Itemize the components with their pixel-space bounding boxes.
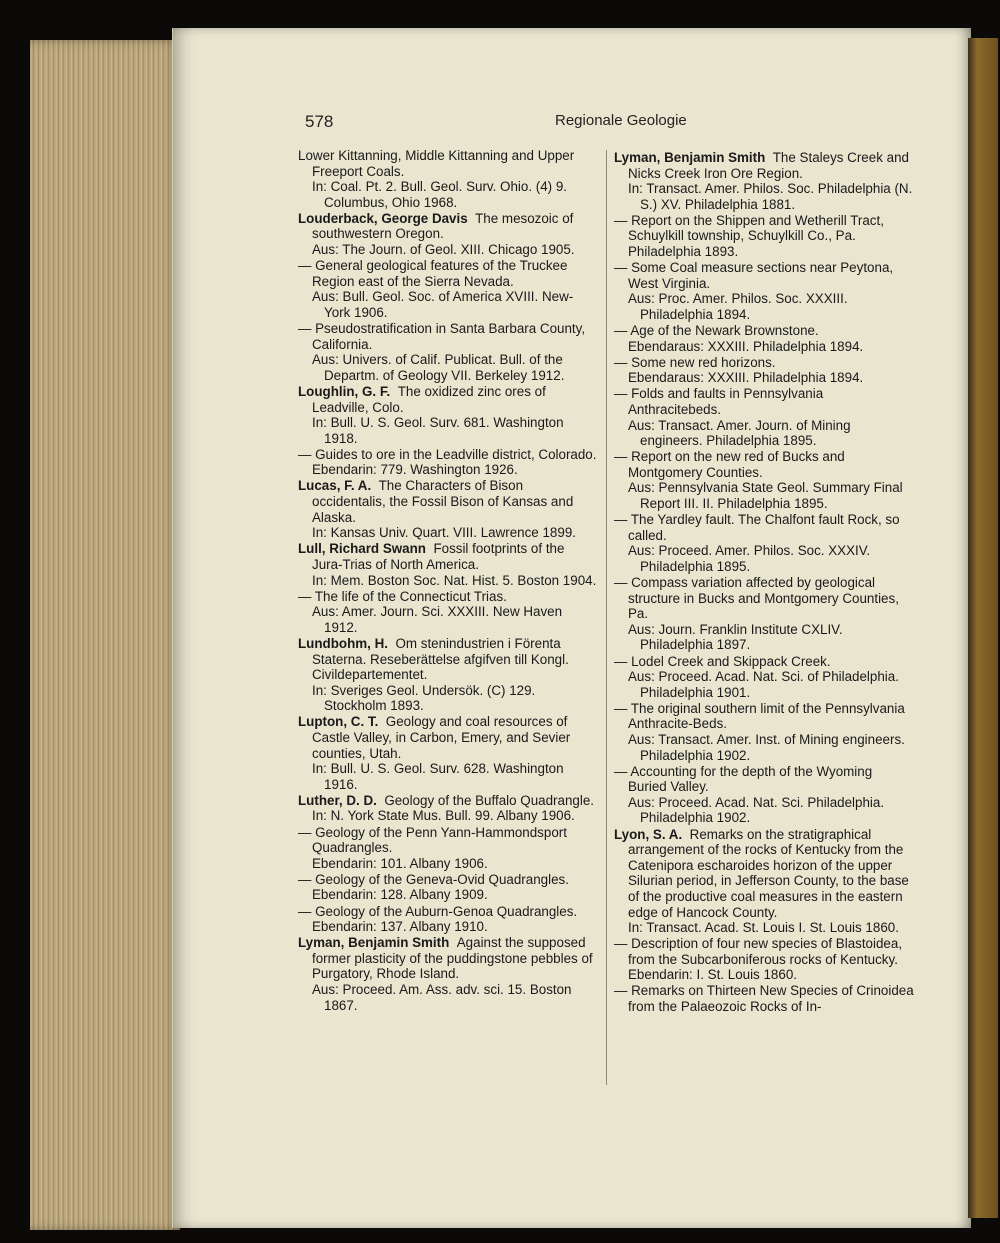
entry-text: — Age of the Newark Brownstone. [614,323,819,339]
entry-source [614,967,914,983]
entry-source [614,418,914,449]
entry-text: — Guides to ore in the Leadville district, Colorado. [298,446,597,462]
entry-text: Aus: Proceed. Amer. Philos. Soc. XXXIV. Philadelphia 1895. [628,543,871,574]
entry-source [298,525,598,541]
entry-source [298,761,598,792]
entry-text: Ebendaraus: XXXIII. Philadelphia 1894. [628,338,864,354]
bibliography-entry [614,213,914,260]
entry-source [614,622,914,653]
entry-text: In: Mem. Boston Soc. Nat. Hist. 5. Boston 1904. [312,572,597,588]
entry-title [614,575,914,622]
entry-text: Aus: Amer. Journ. Sci. XXXIII. New Haven 1912. [312,604,563,635]
entry-title [614,323,914,339]
entry-text: Geology and coal resources of Castle Valley, in Carbon, Emery, and Sevier counties, Utah. [312,714,571,761]
entry-title [614,701,914,732]
entry-title [614,449,914,480]
entry-text: — Folds and faults in Pennsylvania Anthracitebeds. [614,386,824,417]
entry-text: — Geology of the Geneva-Ovid Quadrangles. [298,871,569,887]
entry-text: Remarks on the stratigraphical arrangement of the rocks of Kentucky from the Catenipora escharoides horizon of the upper Silurian period, in Jefferson County, to the base of the productive coal measures in the eastern edge of Hancock County. [628,826,909,920]
entry-title [298,872,598,888]
entry-text: Ebendaraus: XXXIII. Philadelphia 1894. [628,370,864,386]
entry-source [614,669,914,700]
entry-text: — Accounting for the depth of the Wyoming Buried Valley. [614,763,873,795]
entry-source [298,887,598,903]
bibliography-entry [298,714,598,792]
entry-title [614,150,914,181]
entry-text: — Report on the Shippen and Wetherill Tract, Schuylkill township, Schuylkill Co., Pa. Philadelphia 1893. [614,212,884,260]
bibliography-entry [614,983,914,1014]
entry-title [614,512,914,543]
entry-text: — Remarks on Thirteen New Species of Crinoidea from the Palaeozoic Rocks of In- [614,983,914,1015]
entry-text: Ebendarin: 101. Albany 1906. [312,855,488,871]
entry-title [614,827,914,921]
entry-source [298,856,598,872]
entry-text: Ebendarin: 137. Albany 1910. [312,919,488,935]
page-header [305,112,825,134]
right-column [614,150,914,1015]
bibliography-entry [614,449,914,511]
entry-source [298,919,598,935]
bibliography-entry [298,384,598,446]
entry-source [298,352,598,383]
entry-title [298,384,598,415]
entry-author: Lupton, C. T. [298,714,379,730]
entry-source [614,732,914,763]
entry-title [614,260,914,291]
bibliography-entry [298,935,598,1013]
entry-text: Aus: Proc. Amer. Philos. Soc. XXXIII. Philadelphia 1894. [628,291,848,322]
entry-title [298,258,598,289]
entry-text: Fossil footprints of the Jura-Trias of North America. [312,541,565,572]
bibliography-entry [298,636,598,714]
entry-text: — The Yardley fault. The Chalfont fault Rock, so called. [614,512,900,543]
left-column [298,148,598,1014]
entry-title [298,447,598,463]
entry-title [298,636,598,683]
entry-source [298,415,598,446]
page-edges [30,40,180,1230]
entry-title [614,936,914,967]
entry-title [298,935,598,982]
entry-author: Lundbohm, H. [298,635,388,651]
entry-source [298,683,598,714]
entry-text: — Description of four new species of Blastoidea, from the Subcarboniferous rocks of Kentucky. [614,936,903,967]
entry-text: In: Sveriges Geol. Undersök. (C) 129. Stockholm 1893. [312,682,536,714]
bibliography-entry [298,541,598,588]
entry-title [614,764,914,795]
entry-text: In: Kansas Univ. Quart. VIII. Lawrence 1899. [312,525,576,541]
entry-source [614,543,914,574]
entry-text: — Lodel Creek and Skippack Creek. [614,653,831,669]
entry-text: The Characters of Bison occidentalis, the Fossil Bison of Kansas and Alaska. [312,478,574,525]
entry-author: Luther, D. D. [298,792,377,808]
entry-text: In: Coal. Pt. 2. Bull. Geol. Surv. Ohio. (4) 9. Columbus, Ohio 1968. [312,179,568,210]
entry-title [298,825,598,856]
entry-text: Aus: Transact. Amer. Inst. of Mining engineers. Philadelphia 1902. [628,731,905,763]
bibliography-entry [614,512,914,574]
entry-text: — The life of the Connecticut Trias. [298,588,507,604]
entry-title [298,714,598,761]
entry-text: Aus: Bull. Geol. Soc. of America XVIII. New-York 1906. [312,289,574,320]
entry-author: Lucas, F. A. [298,478,372,494]
entry-text: — Pseudostratification in Santa Barbara County, California. [298,321,586,352]
entry-text: — Some Coal measure sections near Peytona, West Virginia. [614,260,894,291]
entry-source [614,181,914,212]
entry-text: In: Bull. U. S. Geol. Surv. 628. Washington 1916. [312,761,564,792]
entry-source [298,179,598,210]
entry-author: Loughlin, G. F. [298,383,391,399]
entry-text: Ebendarin: 128. Albany 1909. [312,887,488,903]
bibliography-entry [614,827,914,936]
entry-author: Lyon, S. A. [614,826,683,842]
entry-text: Om stenindustrien i Förenta Staterna. Reseberättelse afgifven till Kongl. Civildepartementet. [312,635,569,683]
page-number: 578 [305,112,334,131]
entry-author: Lyman, Benjamin Smith [614,150,766,165]
entry-title [614,355,914,371]
bibliography-entry [298,447,598,478]
entry-text: Ebendarin: I. St. Louis 1860. [628,967,797,983]
entry-source [614,795,914,826]
entry-title [298,541,598,572]
entry-source [614,920,914,936]
entry-source [298,808,598,824]
bibliography-entry [614,355,914,386]
bibliography-entry [298,872,598,903]
entry-text: — Some new red horizons. [614,354,776,370]
entry-source [298,982,598,1013]
entry-text: — General geological features of the Truckee Region east of the Sierra Nevada. [298,258,568,289]
bibliography-entry [298,258,598,320]
entry-text: In: Transact. Acad. St. Louis I. St. Louis 1860. [628,920,899,936]
bibliography-entry [614,260,914,322]
bibliography-entry [298,148,598,210]
entry-text: Aus: Proceed. Am. Ass. adv. sci. 15. Boston 1867. [312,981,572,1013]
entry-text: Aus: Proceed. Acad. Nat. Sci. Philadelphia. Philadelphia 1902. [628,794,885,826]
entry-source [614,339,914,355]
entry-source [614,291,914,322]
entry-title [298,148,598,179]
entry-text: In: Transact. Amer. Philos. Soc. Philadelphia (N. S.) XV. Philadelphia 1881. [628,181,913,212]
entry-title [298,321,598,352]
entry-text: In: N. York State Mus. Bull. 99. Albany 1906. [312,808,575,824]
entry-source [298,462,598,478]
entry-text: Aus: Transact. Amer. Journ. of Mining engineers. Philadelphia 1895. [628,417,851,449]
page-title: Regionale Geologie [555,112,687,129]
entry-text: Ebendarin: 779. Washington 1926. [312,462,518,478]
entry-author: Louderback, George Davis [298,210,468,226]
entry-title [298,211,598,242]
bibliography-entry [614,764,914,826]
entry-text: — Geology of the Auburn-Genoa Quadrangles. [298,903,578,919]
entry-source [298,604,598,635]
entry-text: In: Bull. U. S. Geol. Surv. 681. Washington 1918. [312,415,564,446]
entry-text: The mesozoic of southwestern Oregon. [312,210,574,242]
entry-author: Lyman, Benjamin Smith [298,935,450,951]
entry-source [614,480,914,511]
entry-source [614,370,914,386]
bibliography-entry [298,793,598,824]
bibliography-entry [614,654,914,701]
entry-text: The Staleys Creek and Nicks Creek Iron Ore Region. [628,150,909,181]
entry-text: Lower Kittanning, Middle Kittanning and Upper Freeport Coals. [298,148,575,179]
entry-title [298,478,598,525]
entry-text: The oxidized zinc ores of Leadville, Colo. [312,383,546,415]
entry-source [298,242,598,258]
entry-title [298,589,598,605]
bibliography-entry [614,323,914,354]
entry-title [298,793,598,809]
bibliography-entry [298,825,598,872]
entry-title [614,983,914,1014]
entry-text: Against the supposed former plasticity of the puddingstone pebbles of Purgatory, Rhode Island. [312,935,593,982]
entry-text: — Compass variation affected by geological structure in Bucks and Montgomery Counties, Pa. [614,575,899,622]
entry-source [298,289,598,320]
entry-title [614,213,914,260]
entry-text: Aus: Pennsylvania State Geol. Summary Final Report III. II. Philadelphia 1895. [628,480,903,512]
entry-text: — The original southern limit of the Pennsylvania Anthracite-Beds. [614,700,905,732]
entry-text: Aus: The Journ. of Geol. XIII. Chicago 1905. [312,242,575,258]
entry-title [298,904,598,920]
entry-text: Geology of the Buffalo Quadrangle. [384,792,594,808]
entry-text: Aus: Univers. of Calif. Publicat. Bull. of the Departm. of Geology VII. Berkeley 1912. [312,352,565,383]
bibliography-entry [614,386,914,448]
entry-title [614,386,914,417]
entry-text: Aus: Proceed. Acad. Nat. Sci. of Philadelphia. Philadelphia 1901. [628,669,899,700]
bibliography-entry [614,701,914,763]
bibliography-entry [614,575,914,653]
bibliography-entry [298,904,598,935]
entry-title [614,654,914,670]
entry-source [298,573,598,589]
next-page-edge [968,38,998,1218]
column-divider [606,150,607,1085]
entry-author: Lull, Richard Swann [298,541,426,557]
bibliography-entry [298,321,598,383]
bibliography-entry [298,211,598,258]
bibliography-entry [614,936,914,983]
entry-text: — Report on the new red of Bucks and Montgomery Counties. [614,449,845,480]
bibliography-entry [614,150,914,212]
bibliography-entry [298,589,598,636]
bibliography-entry [298,478,598,540]
entry-text: — Geology of the Penn Yann-Hammondsport Quadrangles. [298,824,567,856]
entry-text: Aus: Journ. Franklin Institute CXLIV. Philadelphia 1897. [628,621,843,653]
